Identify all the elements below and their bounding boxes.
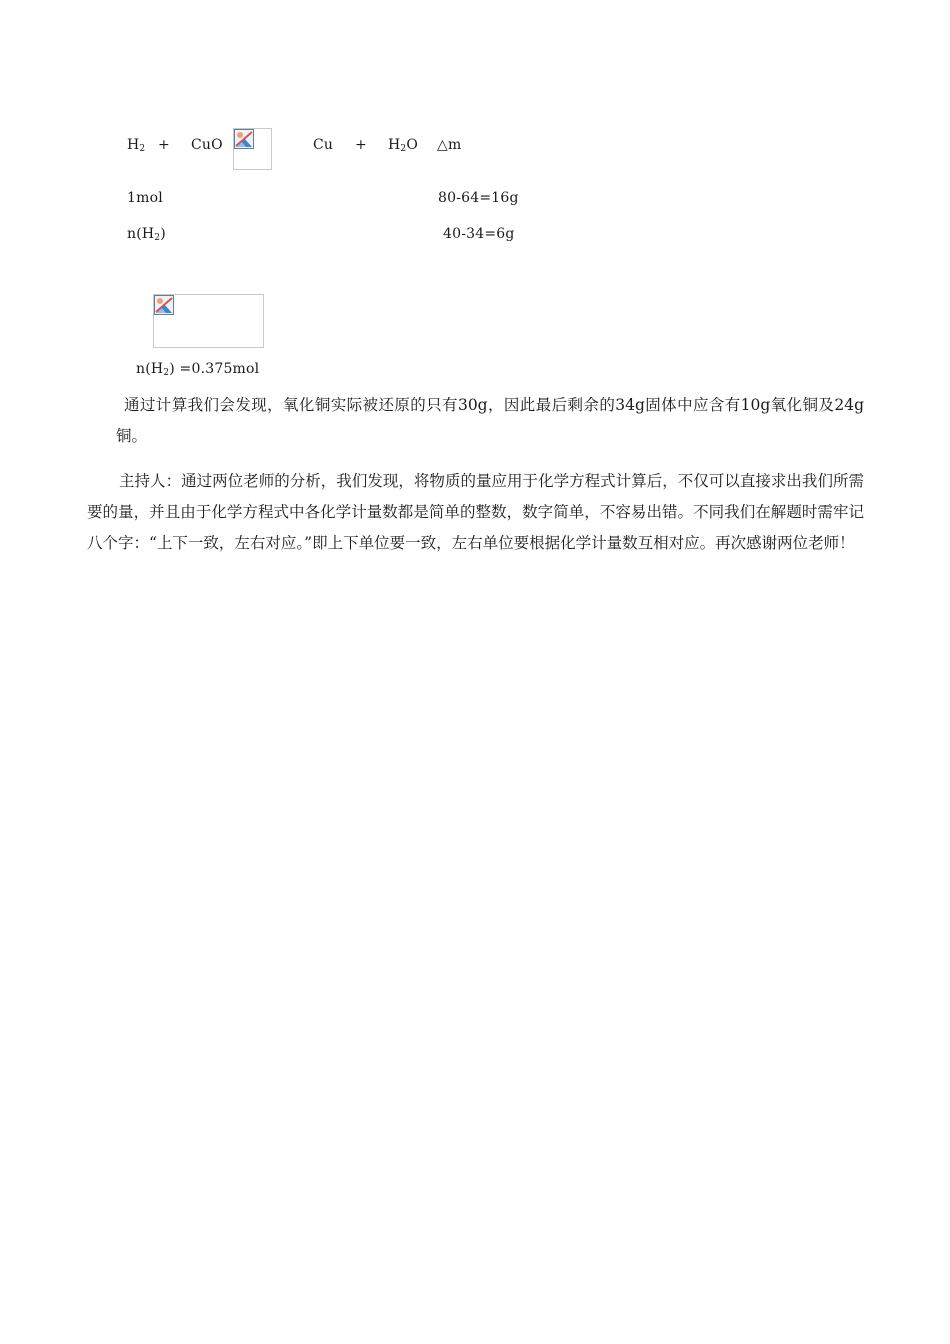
broken-image-icon bbox=[234, 129, 254, 149]
broken-image-icon bbox=[154, 295, 174, 315]
proportion-formula-image bbox=[153, 294, 264, 348]
ratio-left: 1mol bbox=[127, 190, 163, 206]
result-line: $n(H_2) =0.375mol$ bbox=[136, 361, 260, 378]
equation-product-h2o: $H_2O$ bbox=[388, 137, 419, 154]
equation-delta-m: △m bbox=[437, 137, 462, 153]
ratio-right: 80-64=16g bbox=[438, 190, 519, 206]
equation-plus-2: + bbox=[355, 137, 367, 153]
unknown-left: $n(H_2)$ bbox=[127, 226, 166, 243]
reaction-condition-image bbox=[233, 128, 272, 170]
unknown-right: 40-34=6g bbox=[443, 226, 515, 242]
host-paragraph: 主持人：通过两位老师的分析，我们发现，将物质的量应用于化学方程式计算后，不仅可以直接求出我们所需要的量，并且由于化学方程式中各化学计量数都是简单的整数，数字简单，不容易出错。不同我们在解题时需牢记八个字：“上下一致，左右对应。”即上下单位要一致，左右单位要根据化学计量数互相对应。再次感谢两位老师！ bbox=[87, 472, 864, 552]
conclusion-paragraph: 通过计算我们会发现，氧化铜实际被还原的只有30g，因此最后剩余的34g固体中应含有10g氧化铜及24g铜。 bbox=[116, 396, 864, 445]
equation-plus-1: + bbox=[158, 137, 170, 153]
equation-reactant-h2: $H_2$ bbox=[127, 137, 146, 154]
equation-product-cu: Cu bbox=[313, 137, 334, 153]
equation-reactant-cuo: CuO bbox=[191, 137, 223, 153]
